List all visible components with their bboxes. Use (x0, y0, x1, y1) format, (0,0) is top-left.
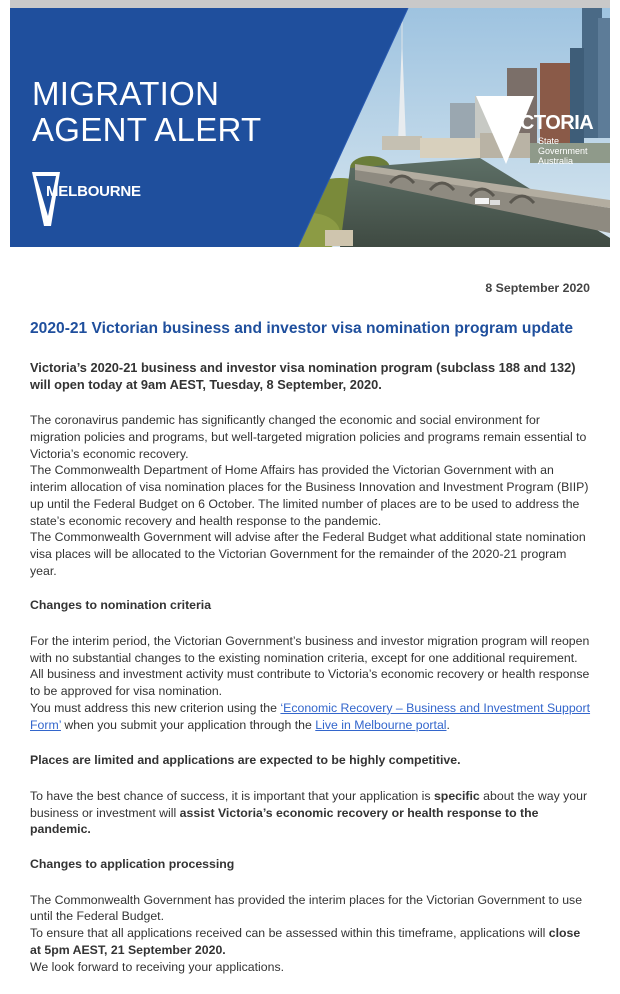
victoria-sub-line1: State (538, 136, 560, 146)
banner-title-line1: MIGRATION (32, 75, 220, 112)
intro-paragraph-1: The coronavirus pandemic has significantly changed the economic and social environment for migration policies and programs, but well-targeted migration policies and programs remain essential to Victoria’s economic recovery. (30, 413, 587, 461)
headline: 2020-21 Victorian business and investor visa nomination program update (30, 319, 574, 337)
criteria-text-b: when you submit your application through the (60, 717, 316, 732)
places-notice: Places are limited and applications are expected to be highly competitive. (30, 753, 461, 768)
top-bar (10, 0, 610, 8)
melbourne-logo-text: MELBOURNE (46, 183, 141, 200)
success-emphasis-specific: specific (433, 788, 480, 803)
intro-section (30, 412, 592, 579)
banner-title (32, 76, 262, 148)
intro-paragraph-2: The Commonwealth Department of Home Affairs has provided the Victorian Government with an interim allocation of visa nomination places for the Business Innovation and Investment Program (BIIP) up until the Federal Budget on 6 October. The limited number of places are to be used to address the state’s economic recovery and health response to the pandemic. (30, 463, 589, 528)
processing-heading: Changes to application processing (30, 857, 235, 872)
header-banner (10, 8, 610, 247)
criteria-text-c: . (446, 717, 450, 732)
victoria-sub-line3: Australia (538, 156, 574, 166)
email-body (30, 272, 592, 975)
publish-date: 8 September 2020 (485, 281, 590, 295)
criteria-section (30, 633, 592, 733)
victoria-sub-line2: Government (538, 146, 588, 156)
criteria-paragraph-1: For the interim period, the Victorian Government’s business and investor migration program will reopen with no substantial changes to the existing nomination criteria, except for one additional requirement. All business and investment activity must contribute to Victoria’s economic recovery or health response to be approved for visa nomination. (30, 634, 590, 699)
success-text-c: about the way your business or investment will (30, 788, 588, 820)
processing-paragraph-3: We look forward to receiving your applications. (30, 959, 285, 974)
criteria-paragraph-2 (30, 700, 592, 733)
processing-text-a: To ensure that all applications received can be assessed within this timeframe, applications will (30, 926, 549, 941)
success-text-a: To have the best chance of success, it is important that your application is (30, 788, 434, 803)
intro-paragraph-3: The Commonwealth Government will advise after the Federal Budget what additional state nomination visa places will be allocated to the Victorian Government for the remainder of the 2020-21 program year. (30, 530, 586, 578)
criteria-text-a: You must address this new criterion using the (30, 700, 281, 715)
processing-paragraph-1: The Commonwealth Government has provided the interim places for the Victorian Government to use until the Federal Budget. (30, 892, 583, 924)
closing-date: close at 5pm AEST, 21 September 2020. (30, 926, 581, 957)
criteria-heading: Changes to nomination criteria (30, 598, 212, 613)
success-paragraph (30, 788, 592, 838)
victoria-logo-text: VICTORIA (502, 112, 594, 134)
support-form-link[interactable]: ‘Economic Recovery – Business and Investment Support Form’ (30, 700, 591, 732)
processing-section (30, 892, 592, 976)
lead-paragraph: Victoria’s 2020-21 business and investor visa nomination program (subclass 188 and 132) will open today at 9am AEST, Tuesday, 8 September, 2020. (30, 359, 576, 392)
banner-title-line2: AGENT ALERT (32, 111, 262, 148)
success-emphasis-assist: assist Victoria’s economic recovery or health response to the pandemic. (30, 805, 539, 837)
victoria-logo-subtext (538, 136, 588, 166)
processing-paragraph-2 (30, 925, 592, 958)
live-in-melbourne-link[interactable]: Live in Melbourne portal (315, 717, 447, 732)
